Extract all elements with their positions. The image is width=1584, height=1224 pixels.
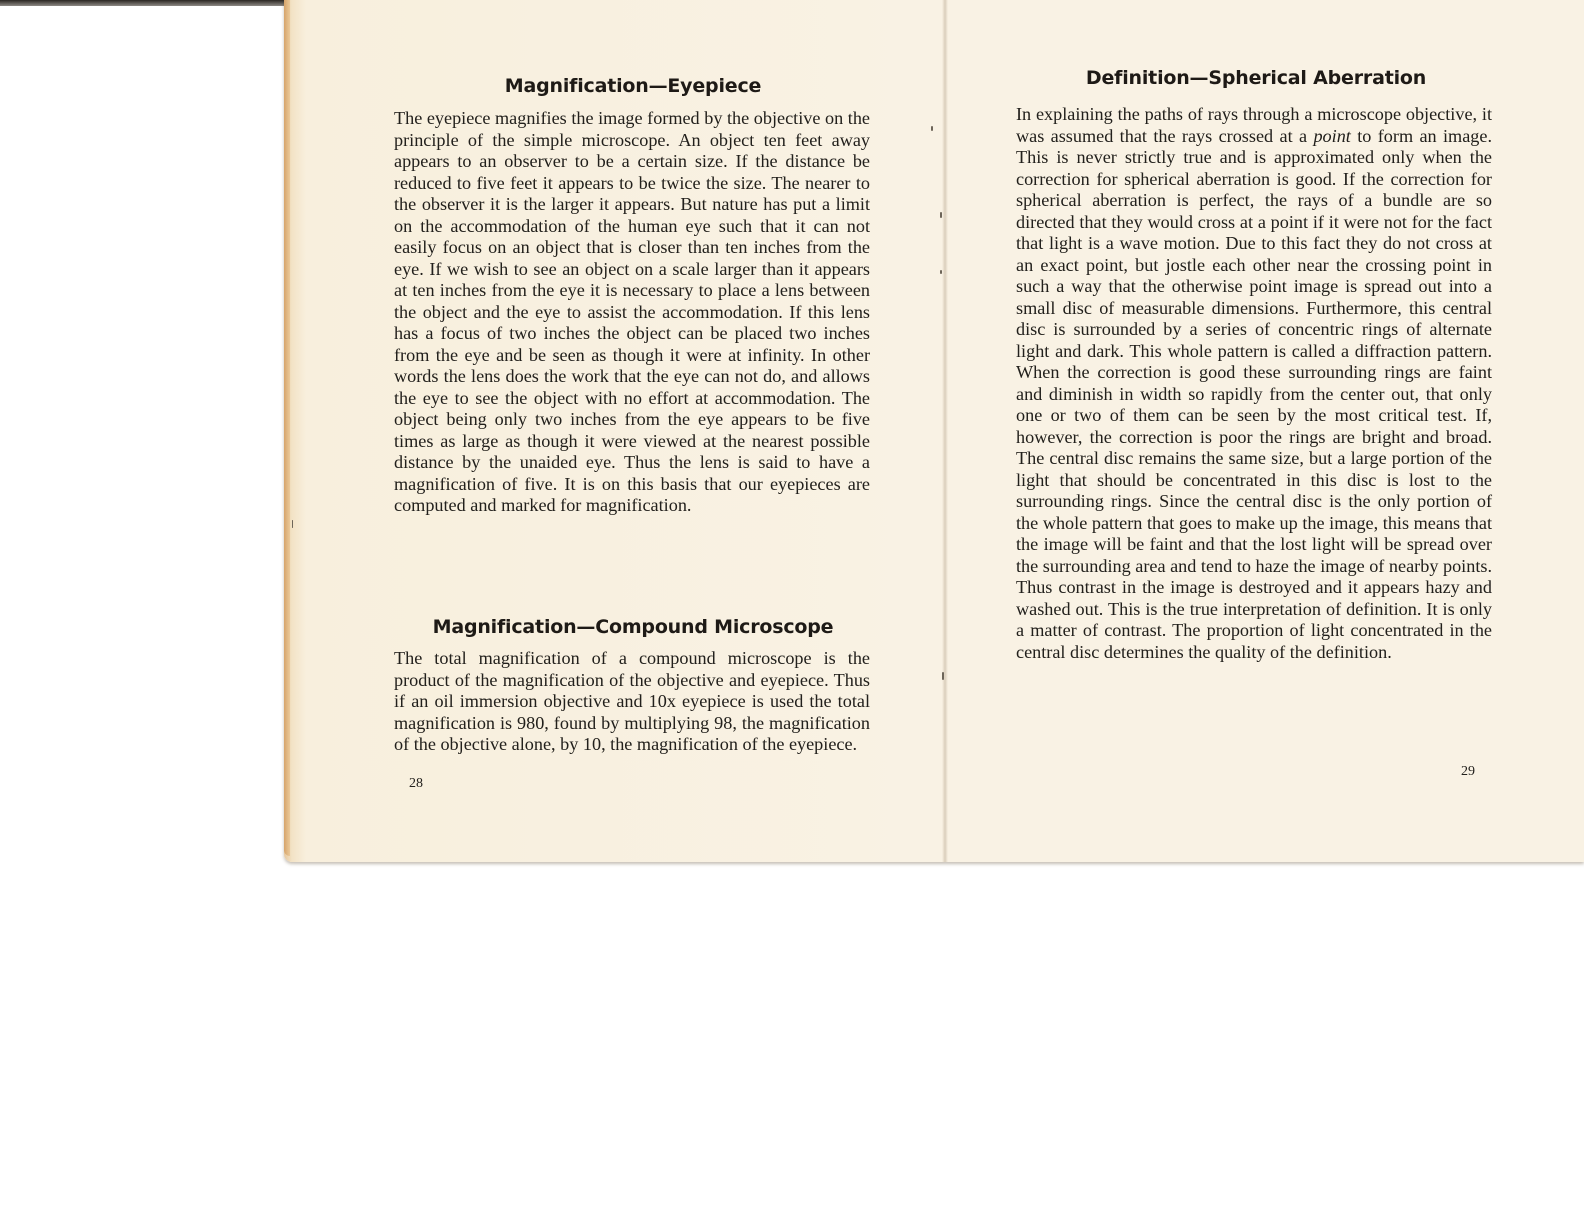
page-number-right: 29 bbox=[1461, 764, 1475, 779]
gutter-speck bbox=[931, 126, 933, 131]
paragraph-text-rest: to form an image. This is never strictly true and is approximated only when the correction for spherical aberration is good. If the correction for spherical aberration is perfect, the rays of a bundle are so directed that they would cross at a point if it were not for the fact that light is a wave motion. Due to this fact they do not cross at an exact point, but jostle each other near the crossing point in such a way that the otherwise point image is spread out into a small disc of measurable dimensions. Furthermore, this central disc is surrounded by a series of concentric rings of alternate light and dark. This whole pattern is called a diffraction pattern. When the correction is good these surrounding rings are faint and diminish in width so rapidly from the center out, that only one or two of them can be seen by the most critical test. If, however, the correction is poor the rings are bright and broad. The central disc remains the same size, but a large portion of the light that should be concentrated in this disc is lost to the surrounding rings. Since the central disc is the only portion of the whole pattern that goes to make up the image, this means that the image will be faint and that the lost light will be spread over the surrounding area and tend to haze the image of nearby points. Thus contrast in the image is destroyed and it appears hazy and washed out. This is the true interpretation of definition. It is only a matter of contrast. The proportion of light concentrated in the central disc determines the quality of the definition. bbox=[1016, 125, 1492, 662]
eyepiece-paragraph: The eyepiece magnifies the image formed by the objective on the principle of the simple microscope. An object ten feet away appears to an observer to be a certain size. If the distance be reduced to five feet it appears to be twice the size. The nearer to the observer it is the larger it appears. But nature has put a limit on the accommodation of the human eye such that it can not easily focus on an object that is closer than ten inches from the eye. If we wish to see an object on a scale larger than it appears at ten inches from the eye it is necessary to place a lens between the object and the eye to assist the accommodation. If this lens has a focus of two inches the object can be placed two inches from the eye and be seen as though it were at infinity. In other words the lens does the work that the eye can not do, and allows the eye to see the object with no effort at accommodation. The object being only two inches from the eye appears to be five times as large as though it were viewed at the nearest possible distance by the unaided eye. Thus the lens is said to have a magnification of five. It is on this basis that our eyepieces are computed and marked for magnification. bbox=[394, 108, 870, 515]
edge-speck bbox=[292, 520, 293, 528]
gutter-speck bbox=[940, 270, 942, 274]
book-page-edge bbox=[284, 0, 290, 856]
gutter-speck bbox=[942, 672, 944, 680]
book-gutter bbox=[942, 0, 948, 862]
gutter-speck bbox=[940, 212, 942, 218]
heading-magnification-eyepiece: Magnification—Eyepiece bbox=[504, 75, 762, 97]
paragraph-text-start: In explaining the paths of rays through a microscope objective, it was assumed that the rays crossed at a bbox=[1016, 104, 1492, 146]
italic-word-point: point bbox=[1313, 125, 1351, 146]
compound-paragraph: The total magnification of a compound microscope is the product of the magnification of the objective and eyepiece. Thus if an oil immersion objective and 10x eyepiece is used the total magnification is 980, found by multiplying 98, the magnification of the objective alone, by 10, the magnification of the eyepiece. bbox=[394, 648, 870, 754]
heading-spherical-aberration: Definition—Spherical Aberration bbox=[1085, 67, 1427, 89]
heading-compound-microscope: Magnification—Compound Microscope bbox=[432, 616, 834, 638]
aberration-paragraph bbox=[1016, 104, 1492, 663]
page-number-left: 28 bbox=[409, 776, 423, 791]
